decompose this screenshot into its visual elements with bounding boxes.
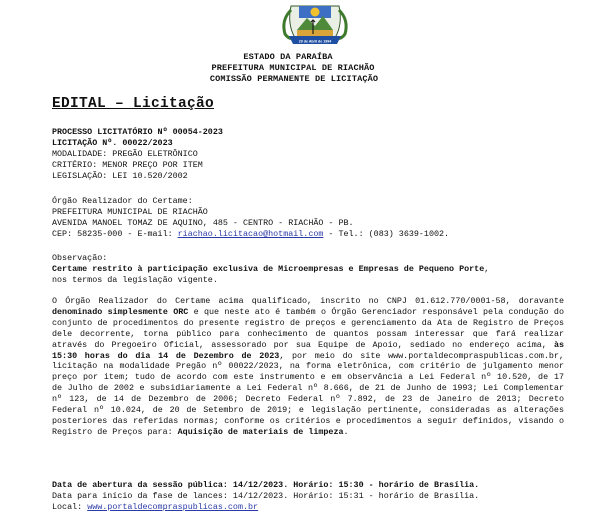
criterion: CRITÉRIO: MENOR PREÇO POR ITEM [52,159,203,170]
body-text-end: . [343,426,349,437]
organ-contact [52,229,564,240]
city-hall-name: PREFEITURA MUNICIPAL DE RIACHÃO [211,63,375,73]
modality: MODALIDADE: PREGÃO ELETRÔNICO [52,148,198,159]
observation-restriction-line [52,264,564,275]
organ-label: Órgão Realizador do Certame: [52,196,193,206]
body-bold-orc: denominado simplesmente ORC [52,306,189,317]
restriction-text: Certame restrito à participação exclusiva de Microempresas e Empresas de Pequeno Porte [52,263,485,274]
restriction-tail: , [484,263,490,274]
email-link[interactable]: riachao.licitacao@hotmail.com [177,228,324,239]
state-name: ESTADO DA PARAÍBA [243,52,333,62]
process-info [52,127,564,182]
portal-link[interactable]: www.portaldecompraspublicas.com.br [87,501,259,512]
session-dates [52,480,564,513]
organ-info [52,196,564,240]
legislation: LEGISLAÇÃO: LEI 10.520/2002 [52,170,188,181]
cep-text: CEP: 58235-000 - E-mail: [52,228,178,239]
observation-label: Observação: [52,253,108,263]
location-label: Local: [52,501,88,512]
body-text-3: , por meio do site www.portaldecompraspublicas.com.br, licitação na modalidade Pregão nº 00022/2023, na forma eletrônica, com critério de julgamento menor preço por item; tudo de acordo com este instrumento e em observância a Lei Federal nº 10.520, de 17 de Julho de 2002 e subsidiariamente a Lei Federal nº 8.666, de 21 de Junho de 1993; Lei Complementar nº 123, de 14 de Dezembro de 2006; Decreto Federal nº 7.892, de 23 de Janeiro de 2013; Decreto Federal nº 10.024, de 20 de Setembro de 2019; e legislação pertinente, consideradas as alterações posteriores das referidas normas; conforme os critérios e procedimentos a seguir definidos, visando o Registro de Preços para: [52,350,564,437]
location-line [52,502,564,513]
body-bold-object: Aquisição de materiais de limpeza [177,426,344,437]
body-bold-datetime: às 15:30 horas do dia 14 de Dezembro de 2023 [52,339,564,361]
observation [52,253,564,286]
body-paragraph [52,296,564,438]
body-text-2: e que neste ato é também o Órgão Gerenciador responsável pela condução do conjunto de procedimentos do presente registro de preços e gerenciamento da Ata de Registro de Preços dele decorrente, torna público para conhecimento de quantos possam interessar que fará realizar através do Pregoeiro Oficial, assessorado por sua Equipe de Apoio, sediado no endereço acima, [52,306,564,350]
municipal-coat-of-arms [273,0,357,50]
bids-start-date: Data para início da fase de lances: 14/12/2023. Horário: 15:31 - horário de Brasília. [52,490,480,501]
phone-text: - Tel.: (083) 3639-1002. [323,228,450,239]
process-number: PROCESSO LICITATÓRIO Nº 00054-2023 [52,127,223,137]
seal-date-text: 29 de Abril de 1994 [298,39,332,44]
opening-date: Data de abertura da sessão pública: 14/12/2023. Horário: 15:30 - horário de Brasília. [52,480,480,490]
bid-number: LICITAÇÃO Nº. 00022/2023 [52,137,173,148]
organ-name: PREFEITURA MUNICIPAL DE RIACHÃO [52,206,208,217]
organ-address: AVENIDA MANOEL TOMAZ DE AQUINO, 485 - CENTRO - RIACHÃO - PB. [52,217,354,228]
commission-name: COMISSÃO PERMANENTE DE LICITAÇÃO [209,74,379,84]
observation-legislation: nos termos da legislação vigente. [52,274,218,285]
document-title: EDITAL – Licitação [52,96,215,112]
body-text-1: O Órgão Realizador do Certame acima qualificado, inscrito no CNPJ 01.612.770/0001-58, doravante [52,296,564,306]
